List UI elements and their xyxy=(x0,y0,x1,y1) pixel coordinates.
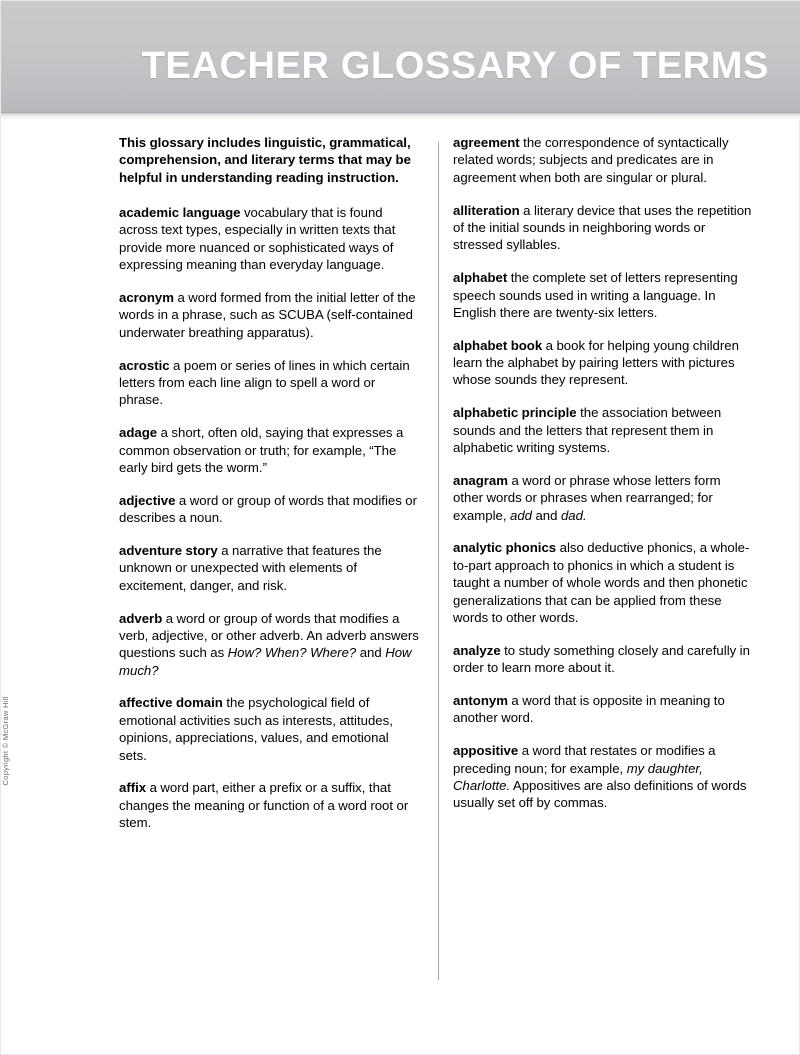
glossary-entry xyxy=(119,694,419,763)
page-title: TEACHER GLOSSARY OF TERMS xyxy=(141,45,769,87)
glossary-entry xyxy=(453,472,753,524)
glossary-entry xyxy=(453,692,753,727)
glossary-term: alphabet book xyxy=(453,337,543,353)
glossary-definition-text: the complete set of letters representing speech sounds used in writing a language. In English there are twenty-six letters. xyxy=(453,270,738,320)
glossary-entry xyxy=(453,202,753,254)
glossary-definition-text: a book for helping young children learn the alphabet by pairing letters with pictures whose sounds they represent. xyxy=(453,337,739,388)
glossary-definition-text: a short, often old, saying that expresses a common observation or truth; for example, “The early bird gets the worm.” xyxy=(119,425,404,475)
glossary-term: anagram xyxy=(453,472,508,488)
glossary-definition-emphasis: How? When? Where? xyxy=(227,645,357,661)
glossary-entry xyxy=(453,742,753,811)
glossary-entry xyxy=(119,289,419,341)
glossary-entry xyxy=(453,642,753,677)
glossary-entry xyxy=(453,134,753,186)
glossary-term: adage xyxy=(119,425,158,441)
glossary-definition-emphasis: add xyxy=(509,507,532,523)
glossary-definition-text: a narrative that features the unknown or unexpected with elements of excitement, danger, and risk. xyxy=(119,542,382,593)
glossary-entry xyxy=(453,337,753,389)
glossary-term: analyze xyxy=(453,642,501,658)
glossary-definition-text: a word or group of words that modifies or describes a noun. xyxy=(119,492,418,526)
glossary-term: affix xyxy=(119,780,147,796)
glossary-entry xyxy=(119,610,419,679)
glossary-entry xyxy=(119,542,419,594)
glossary-entry xyxy=(119,492,419,527)
glossary-definition-text: a literary device that uses the repetition of the initial sounds in neighboring words or stressed syllables. xyxy=(453,202,752,253)
glossary-definition-emphasis: How much? xyxy=(119,645,412,678)
glossary-entry-list-left xyxy=(119,204,419,831)
glossary-definition-text: vocabulary that is found across text types, especially in written texts that provide more nuanced or sophisticated ways of expressing meaning than everyday language. xyxy=(119,205,396,273)
glossary-entry xyxy=(119,204,419,273)
copyright-notice: Copyright © McGraw Hill xyxy=(1,696,10,786)
glossary-term: alliteration xyxy=(453,202,520,218)
glossary-definition-emphasis: dad. xyxy=(560,507,587,523)
glossary-definition-emphasis: my daughter, Charlotte. xyxy=(453,760,703,793)
glossary-definition-text: also deductive phonics, a whole-to-part approach to phonics in which a student is taught a number of whole words and then phonetic generalizations that can be applied from these words to other words. xyxy=(453,540,750,625)
glossary-term: agreement xyxy=(453,135,520,150)
glossary-intro: This glossary includes linguistic, grammatical, comprehension, and literary terms that may be helpful in understanding reading instruction. xyxy=(119,135,411,185)
glossary-definition-text: a word formed from the initial letter of the words in a phrase, such as SCUBA (self-contained underwater breathing apparatus). xyxy=(119,290,416,340)
glossary-definition-text: and xyxy=(532,507,561,523)
glossary-entry xyxy=(119,779,419,831)
glossary-column-left xyxy=(119,134,419,847)
header-shadow-rule xyxy=(1,112,800,120)
glossary-entry xyxy=(453,404,753,456)
glossary-entry xyxy=(119,424,419,476)
glossary-term: analytic phonics xyxy=(453,540,557,556)
glossary-definition-text: to study something closely and carefully in order to learn more about it. xyxy=(453,642,750,676)
glossary-definition-text: the association between sounds and the letters that represent them in alphabetic writing systems. xyxy=(453,405,722,456)
glossary-term: adventure story xyxy=(119,542,218,558)
glossary-definition-text: a word that is opposite in meaning to another word. xyxy=(453,692,725,726)
glossary-entry xyxy=(453,269,753,321)
glossary-entry xyxy=(453,539,753,626)
glossary-definition-text: a word that restates or modifies a preceding noun; for example, xyxy=(453,743,716,776)
glossary-entry-list-right xyxy=(453,134,753,812)
glossary-term: academic language xyxy=(119,205,241,221)
glossary-term: appositive xyxy=(453,743,519,759)
glossary-term: acronym xyxy=(119,290,174,306)
glossary-term: adjective xyxy=(119,492,176,508)
column-divider xyxy=(438,142,439,980)
glossary-definition-text: a word or phrase whose letters form other words or phrases when rearranged; for example, xyxy=(453,472,721,523)
glossary-column-right xyxy=(453,134,753,827)
glossary-definition-text: and xyxy=(356,645,386,661)
glossary-term: alphabetic principle xyxy=(453,405,577,421)
glossary-term: acrostic xyxy=(119,357,170,373)
glossary-term: adverb xyxy=(119,610,163,626)
glossary-definition-text: the psychological field of emotional activities such as interests, attitudes, opinions, appreciations, values, and emotional sets. xyxy=(119,695,393,763)
glossary-definition-text: a poem or series of lines in which certain letters from each line align to spell a word or phrase. xyxy=(119,357,410,408)
glossary-term: alphabet xyxy=(453,270,508,286)
glossary-entry xyxy=(119,357,419,409)
glossary-definition-text: Appositives are also definitions of words usually set off by commas. xyxy=(453,777,747,811)
glossary-definition-text: the correspondence of syntactically related words; subjects and predicates are in agreement when both are singular or plural. xyxy=(453,135,729,185)
glossary-term: affective domain xyxy=(119,695,223,711)
glossary-definition-text: a word or group of words that modifies a verb, adjective, or other adverb. An adverb answers questions such as xyxy=(119,610,419,661)
glossary-definition-text: a word part, either a prefix or a suffix, that changes the meaning or function of a word root or stem. xyxy=(119,780,409,831)
glossary-term: antonym xyxy=(453,692,508,708)
